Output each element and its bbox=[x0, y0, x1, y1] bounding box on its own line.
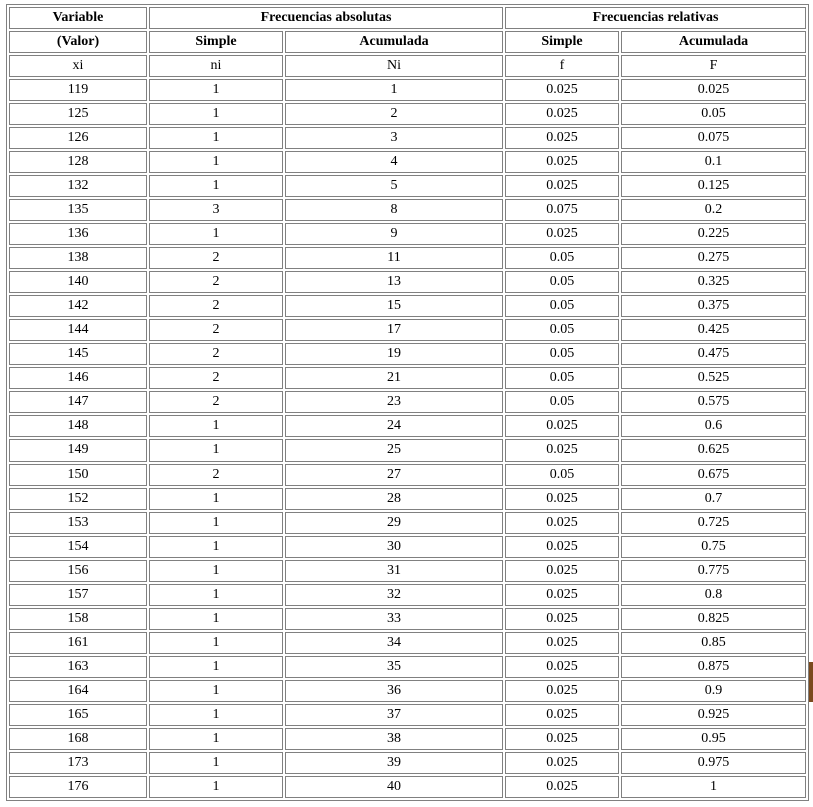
cell-simple-ni: 1 bbox=[149, 584, 283, 606]
cell-relative-cumulative-F: 0.075 bbox=[621, 127, 806, 149]
table-row bbox=[9, 343, 806, 365]
header-row-types bbox=[9, 31, 806, 53]
cell-cumulative-Ni: 34 bbox=[285, 632, 503, 654]
cell-relative-f: 0.025 bbox=[505, 175, 619, 197]
cell-value-xi: 164 bbox=[9, 680, 147, 702]
cell-relative-f: 0.05 bbox=[505, 464, 619, 486]
cell-relative-cumulative-F: 0.275 bbox=[621, 247, 806, 269]
table-row bbox=[9, 151, 806, 173]
cell-value-xi: 165 bbox=[9, 704, 147, 726]
cell-simple-ni: 1 bbox=[149, 752, 283, 774]
cell-relative-f: 0.025 bbox=[505, 127, 619, 149]
cell-value-xi: 147 bbox=[9, 391, 147, 413]
cell-simple-ni: 2 bbox=[149, 391, 283, 413]
table-row bbox=[9, 656, 806, 678]
cell-relative-f: 0.025 bbox=[505, 536, 619, 558]
cell-value-xi: 176 bbox=[9, 776, 147, 798]
cell-value-xi: 140 bbox=[9, 271, 147, 293]
cell-cumulative-Ni: 11 bbox=[285, 247, 503, 269]
cell-cumulative-Ni: 4 bbox=[285, 151, 503, 173]
cell-relative-cumulative-F: 0.8 bbox=[621, 584, 806, 606]
cell-cumulative-Ni: 28 bbox=[285, 488, 503, 510]
cell-relative-cumulative-F: 0.575 bbox=[621, 391, 806, 413]
table-row bbox=[9, 127, 806, 149]
table-row bbox=[9, 536, 806, 558]
cell-relative-f: 0.025 bbox=[505, 512, 619, 534]
cell-relative-cumulative-F: 0.425 bbox=[621, 319, 806, 341]
symbol-F: F bbox=[621, 55, 806, 77]
table-row bbox=[9, 608, 806, 630]
cell-value-xi: 138 bbox=[9, 247, 147, 269]
cell-cumulative-Ni: 19 bbox=[285, 343, 503, 365]
table-row bbox=[9, 415, 806, 437]
cell-relative-f: 0.05 bbox=[505, 271, 619, 293]
table-row bbox=[9, 752, 806, 774]
cell-relative-f: 0.075 bbox=[505, 199, 619, 221]
cell-relative-cumulative-F: 0.05 bbox=[621, 103, 806, 125]
table-row bbox=[9, 271, 806, 293]
cell-cumulative-Ni: 33 bbox=[285, 608, 503, 630]
cell-relative-f: 0.025 bbox=[505, 680, 619, 702]
cell-relative-cumulative-F: 0.825 bbox=[621, 608, 806, 630]
table-row bbox=[9, 79, 806, 101]
cell-value-xi: 128 bbox=[9, 151, 147, 173]
scrollbar-marker[interactable] bbox=[809, 662, 813, 702]
cell-relative-cumulative-F: 0.925 bbox=[621, 704, 806, 726]
table-row bbox=[9, 464, 806, 486]
cell-relative-f: 0.025 bbox=[505, 584, 619, 606]
cell-relative-cumulative-F: 0.725 bbox=[621, 512, 806, 534]
cell-cumulative-Ni: 36 bbox=[285, 680, 503, 702]
cell-value-xi: 126 bbox=[9, 127, 147, 149]
table-row bbox=[9, 103, 806, 125]
cell-simple-ni: 2 bbox=[149, 367, 283, 389]
cell-cumulative-Ni: 17 bbox=[285, 319, 503, 341]
cell-relative-f: 0.025 bbox=[505, 151, 619, 173]
cell-cumulative-Ni: 29 bbox=[285, 512, 503, 534]
cell-cumulative-Ni: 31 bbox=[285, 560, 503, 582]
cell-value-xi: 125 bbox=[9, 103, 147, 125]
cell-simple-ni: 1 bbox=[149, 776, 283, 798]
cell-relative-f: 0.025 bbox=[505, 632, 619, 654]
cell-relative-f: 0.025 bbox=[505, 103, 619, 125]
cell-cumulative-Ni: 15 bbox=[285, 295, 503, 317]
cell-relative-cumulative-F: 1 bbox=[621, 776, 806, 798]
cell-relative-cumulative-F: 0.2 bbox=[621, 199, 806, 221]
cell-relative-cumulative-F: 0.525 bbox=[621, 367, 806, 389]
cell-cumulative-Ni: 2 bbox=[285, 103, 503, 125]
cell-simple-ni: 1 bbox=[149, 656, 283, 678]
header-row-symbols bbox=[9, 55, 806, 77]
header-relative-frequencies: Frecuencias relativas bbox=[505, 7, 806, 29]
table-body bbox=[9, 79, 806, 798]
cell-simple-ni: 3 bbox=[149, 199, 283, 221]
cell-value-xi: 136 bbox=[9, 223, 147, 245]
cell-simple-ni: 2 bbox=[149, 295, 283, 317]
cell-relative-f: 0.025 bbox=[505, 560, 619, 582]
cell-relative-f: 0.025 bbox=[505, 439, 619, 461]
table-row bbox=[9, 680, 806, 702]
cell-simple-ni: 1 bbox=[149, 103, 283, 125]
cell-relative-f: 0.025 bbox=[505, 776, 619, 798]
table-row bbox=[9, 632, 806, 654]
cell-relative-f: 0.025 bbox=[505, 608, 619, 630]
cell-cumulative-Ni: 9 bbox=[285, 223, 503, 245]
cell-cumulative-Ni: 21 bbox=[285, 367, 503, 389]
table-row bbox=[9, 367, 806, 389]
cell-relative-cumulative-F: 0.625 bbox=[621, 439, 806, 461]
cell-relative-cumulative-F: 0.6 bbox=[621, 415, 806, 437]
table-row bbox=[9, 391, 806, 413]
cell-simple-ni: 1 bbox=[149, 704, 283, 726]
table-row bbox=[9, 319, 806, 341]
cell-relative-cumulative-F: 0.775 bbox=[621, 560, 806, 582]
cell-relative-cumulative-F: 0.875 bbox=[621, 656, 806, 678]
cell-relative-cumulative-F: 0.025 bbox=[621, 79, 806, 101]
header-absolute-frequencies: Frecuencias absolutas bbox=[149, 7, 503, 29]
cell-simple-ni: 1 bbox=[149, 632, 283, 654]
symbol-Ni: Ni bbox=[285, 55, 503, 77]
header-valor: (Valor) bbox=[9, 31, 147, 53]
cell-relative-cumulative-F: 0.1 bbox=[621, 151, 806, 173]
table-row bbox=[9, 512, 806, 534]
table-row bbox=[9, 439, 806, 461]
cell-relative-f: 0.05 bbox=[505, 247, 619, 269]
cell-cumulative-Ni: 27 bbox=[285, 464, 503, 486]
cell-cumulative-Ni: 3 bbox=[285, 127, 503, 149]
cell-simple-ni: 1 bbox=[149, 488, 283, 510]
cell-simple-ni: 1 bbox=[149, 175, 283, 197]
cell-relative-f: 0.025 bbox=[505, 656, 619, 678]
cell-value-xi: 158 bbox=[9, 608, 147, 630]
table-row bbox=[9, 584, 806, 606]
cell-cumulative-Ni: 23 bbox=[285, 391, 503, 413]
cell-relative-f: 0.05 bbox=[505, 295, 619, 317]
cell-value-xi: 146 bbox=[9, 367, 147, 389]
cell-relative-f: 0.025 bbox=[505, 223, 619, 245]
cell-value-xi: 150 bbox=[9, 464, 147, 486]
table-header bbox=[9, 7, 806, 77]
cell-relative-f: 0.05 bbox=[505, 319, 619, 341]
cell-cumulative-Ni: 25 bbox=[285, 439, 503, 461]
cell-relative-cumulative-F: 0.675 bbox=[621, 464, 806, 486]
cell-value-xi: 173 bbox=[9, 752, 147, 774]
symbol-ni: ni bbox=[149, 55, 283, 77]
table-row bbox=[9, 247, 806, 269]
cell-cumulative-Ni: 37 bbox=[285, 704, 503, 726]
cell-cumulative-Ni: 39 bbox=[285, 752, 503, 774]
cell-simple-ni: 2 bbox=[149, 464, 283, 486]
cell-cumulative-Ni: 24 bbox=[285, 415, 503, 437]
cell-relative-cumulative-F: 0.375 bbox=[621, 295, 806, 317]
cell-relative-cumulative-F: 0.975 bbox=[621, 752, 806, 774]
cell-simple-ni: 1 bbox=[149, 728, 283, 750]
cell-cumulative-Ni: 38 bbox=[285, 728, 503, 750]
table-row bbox=[9, 728, 806, 750]
cell-relative-f: 0.025 bbox=[505, 79, 619, 101]
cell-relative-f: 0.025 bbox=[505, 704, 619, 726]
cell-cumulative-Ni: 30 bbox=[285, 536, 503, 558]
table-row bbox=[9, 199, 806, 221]
table-row bbox=[9, 488, 806, 510]
cell-cumulative-Ni: 8 bbox=[285, 199, 503, 221]
cell-value-xi: 163 bbox=[9, 656, 147, 678]
cell-value-xi: 132 bbox=[9, 175, 147, 197]
cell-value-xi: 156 bbox=[9, 560, 147, 582]
cell-simple-ni: 1 bbox=[149, 608, 283, 630]
cell-simple-ni: 1 bbox=[149, 79, 283, 101]
cell-cumulative-Ni: 13 bbox=[285, 271, 503, 293]
table-row bbox=[9, 175, 806, 197]
cell-relative-cumulative-F: 0.125 bbox=[621, 175, 806, 197]
cell-relative-cumulative-F: 0.95 bbox=[621, 728, 806, 750]
cell-value-xi: 148 bbox=[9, 415, 147, 437]
cell-value-xi: 142 bbox=[9, 295, 147, 317]
cell-relative-cumulative-F: 0.75 bbox=[621, 536, 806, 558]
header-absolute-cumulative: Acumulada bbox=[285, 31, 503, 53]
cell-relative-f: 0.05 bbox=[505, 391, 619, 413]
cell-value-xi: 154 bbox=[9, 536, 147, 558]
cell-simple-ni: 1 bbox=[149, 415, 283, 437]
cell-simple-ni: 1 bbox=[149, 151, 283, 173]
header-variable: Variable bbox=[9, 7, 147, 29]
header-row-groups bbox=[9, 7, 806, 29]
cell-simple-ni: 1 bbox=[149, 512, 283, 534]
cell-relative-f: 0.025 bbox=[505, 415, 619, 437]
cell-relative-f: 0.05 bbox=[505, 343, 619, 365]
cell-simple-ni: 2 bbox=[149, 343, 283, 365]
cell-relative-cumulative-F: 0.225 bbox=[621, 223, 806, 245]
cell-simple-ni: 2 bbox=[149, 319, 283, 341]
header-relative-simple: Simple bbox=[505, 31, 619, 53]
table-row bbox=[9, 295, 806, 317]
cell-simple-ni: 1 bbox=[149, 439, 283, 461]
table-row bbox=[9, 223, 806, 245]
cell-value-xi: 149 bbox=[9, 439, 147, 461]
header-relative-cumulative: Acumulada bbox=[621, 31, 806, 53]
cell-cumulative-Ni: 35 bbox=[285, 656, 503, 678]
cell-relative-f: 0.05 bbox=[505, 367, 619, 389]
cell-value-xi: 119 bbox=[9, 79, 147, 101]
cell-value-xi: 168 bbox=[9, 728, 147, 750]
cell-cumulative-Ni: 32 bbox=[285, 584, 503, 606]
cell-cumulative-Ni: 5 bbox=[285, 175, 503, 197]
cell-value-xi: 135 bbox=[9, 199, 147, 221]
cell-relative-f: 0.025 bbox=[505, 728, 619, 750]
cell-value-xi: 153 bbox=[9, 512, 147, 534]
cell-relative-cumulative-F: 0.9 bbox=[621, 680, 806, 702]
table-row bbox=[9, 560, 806, 582]
cell-value-xi: 152 bbox=[9, 488, 147, 510]
symbol-f: f bbox=[505, 55, 619, 77]
cell-simple-ni: 2 bbox=[149, 247, 283, 269]
cell-relative-f: 0.025 bbox=[505, 752, 619, 774]
cell-relative-cumulative-F: 0.475 bbox=[621, 343, 806, 365]
cell-value-xi: 157 bbox=[9, 584, 147, 606]
cell-relative-cumulative-F: 0.325 bbox=[621, 271, 806, 293]
frequency-table bbox=[6, 4, 809, 801]
cell-simple-ni: 2 bbox=[149, 271, 283, 293]
cell-cumulative-Ni: 1 bbox=[285, 79, 503, 101]
cell-value-xi: 144 bbox=[9, 319, 147, 341]
cell-relative-f: 0.025 bbox=[505, 488, 619, 510]
cell-relative-cumulative-F: 0.7 bbox=[621, 488, 806, 510]
cell-simple-ni: 1 bbox=[149, 536, 283, 558]
cell-value-xi: 161 bbox=[9, 632, 147, 654]
cell-relative-cumulative-F: 0.85 bbox=[621, 632, 806, 654]
symbol-xi: xi bbox=[9, 55, 147, 77]
cell-simple-ni: 1 bbox=[149, 127, 283, 149]
cell-simple-ni: 1 bbox=[149, 560, 283, 582]
table-row bbox=[9, 704, 806, 726]
table-row bbox=[9, 776, 806, 798]
cell-value-xi: 145 bbox=[9, 343, 147, 365]
cell-simple-ni: 1 bbox=[149, 680, 283, 702]
header-absolute-simple: Simple bbox=[149, 31, 283, 53]
cell-simple-ni: 1 bbox=[149, 223, 283, 245]
cell-cumulative-Ni: 40 bbox=[285, 776, 503, 798]
